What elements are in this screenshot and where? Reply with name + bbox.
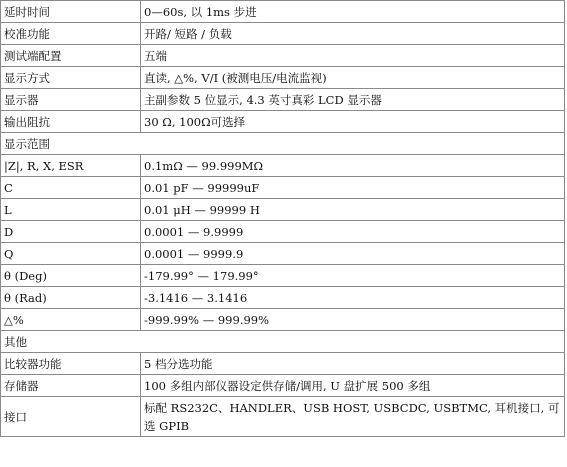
table-row <box>1 265 565 287</box>
section-row <box>1 331 565 353</box>
row-label: |Z|, R, X, ESR <box>1 155 141 177</box>
table-row <box>1 67 565 89</box>
row-value: 30 Ω, 100Ω可选择 <box>141 111 565 133</box>
row-label: 比较器功能 <box>1 353 141 375</box>
row-label: θ (Rad) <box>1 287 141 309</box>
table-row <box>1 89 565 111</box>
row-value: -179.99° — 179.99° <box>141 265 565 287</box>
row-value: 主副参数 5 位显示, 4.3 英寸真彩 LCD 显示器 <box>141 89 565 111</box>
row-label: 显示器 <box>1 89 141 111</box>
row-value: -3.1416 — 3.1416 <box>141 287 565 309</box>
table-row <box>1 177 565 199</box>
table-row <box>1 199 565 221</box>
row-value: 0.01 μH — 99999 H <box>141 199 565 221</box>
row-label: 校准功能 <box>1 23 141 45</box>
table-row <box>1 309 565 331</box>
table-row <box>1 287 565 309</box>
row-value: 开路/ 短路 / 负载 <box>141 23 565 45</box>
row-label: 测试端配置 <box>1 45 141 67</box>
row-value: 0.1mΩ — 99.999MΩ <box>141 155 565 177</box>
table-row <box>1 155 565 177</box>
table-row <box>1 111 565 133</box>
row-value: 五端 <box>141 45 565 67</box>
row-label: 输出阻抗 <box>1 111 141 133</box>
row-label: L <box>1 199 141 221</box>
row-value: 0.0001 — 9999.9 <box>141 243 565 265</box>
table-row <box>1 45 565 67</box>
row-label: 显示方式 <box>1 67 141 89</box>
section-heading: 其他 <box>1 331 565 353</box>
table-row <box>1 397 565 437</box>
row-label: 接口 <box>1 397 141 437</box>
row-label: 延时时间 <box>1 1 141 23</box>
row-label: 存储器 <box>1 375 141 397</box>
row-label: C <box>1 177 141 199</box>
row-value: 0—60s, 以 1ms 步进 <box>141 1 565 23</box>
row-value: 0.0001 — 9.9999 <box>141 221 565 243</box>
row-value: 5 档分选功能 <box>141 353 565 375</box>
section-heading: 显示范围 <box>1 133 565 155</box>
table-row <box>1 353 565 375</box>
row-value: -999.99% — 999.99% <box>141 309 565 331</box>
table-row <box>1 1 565 23</box>
section-row <box>1 133 565 155</box>
table-row <box>1 375 565 397</box>
row-value: 直读, △%, V/I (被测电压/电流监视) <box>141 67 565 89</box>
row-value: 标配 RS232C、HANDLER、USB HOST, USBCDC, USBTMC, 耳机接口, 可选 GPIB <box>141 397 565 437</box>
row-label: △% <box>1 309 141 331</box>
row-value: 0.01 pF — 99999uF <box>141 177 565 199</box>
row-label: D <box>1 221 141 243</box>
table-row <box>1 221 565 243</box>
table-row <box>1 243 565 265</box>
row-value: 100 多组内部仪器设定供存储/调用, U 盘扩展 500 多组 <box>141 375 565 397</box>
row-label: Q <box>1 243 141 265</box>
row-label: θ (Deg) <box>1 265 141 287</box>
table-row <box>1 23 565 45</box>
